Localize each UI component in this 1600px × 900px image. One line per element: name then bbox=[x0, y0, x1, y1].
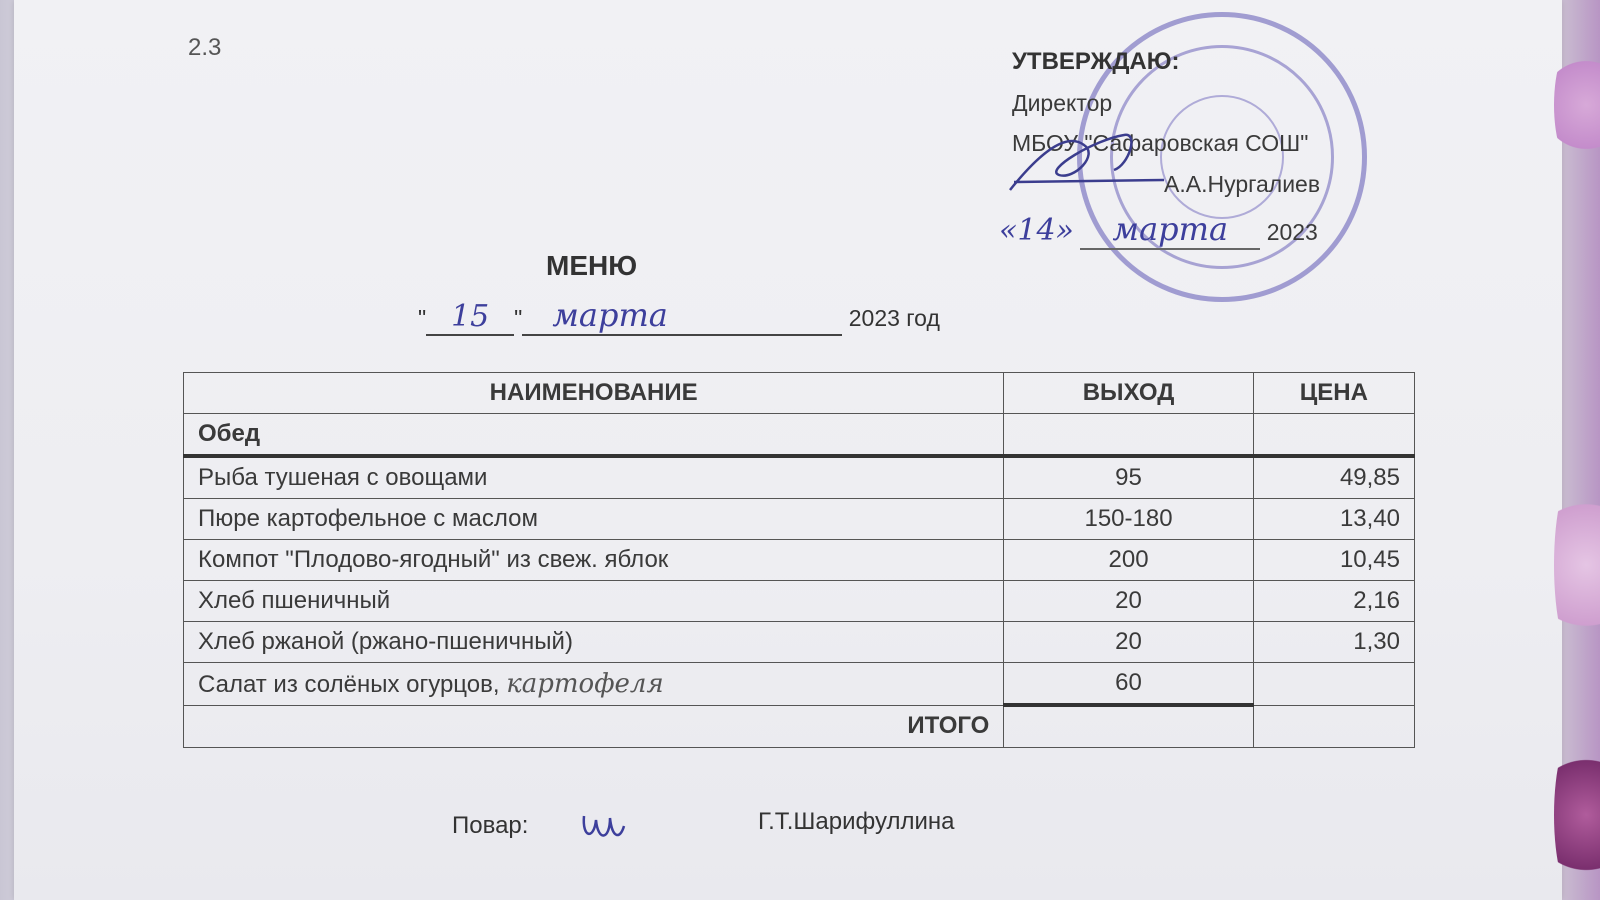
table-row bbox=[184, 622, 1415, 663]
dish-output: 20 bbox=[1004, 581, 1253, 622]
dish-output: 200 bbox=[1004, 540, 1253, 581]
approval-month: марта bbox=[1080, 210, 1260, 250]
section-label: Обед bbox=[184, 414, 1004, 457]
approval-year: 2023 bbox=[1266, 219, 1318, 245]
approval-name: А.А.Нургалиев bbox=[1164, 171, 1321, 197]
table-row bbox=[184, 499, 1415, 540]
approval-date: «14» марта 2023 bbox=[999, 210, 1318, 248]
cook-label: Повар: bbox=[452, 812, 529, 839]
dish-name: Пюре картофельное с маслом bbox=[184, 499, 1004, 540]
dish-output: 150-180 bbox=[1004, 499, 1253, 540]
total-output bbox=[1004, 705, 1253, 748]
header-price: ЦЕНА bbox=[1253, 373, 1414, 414]
director-signature bbox=[1004, 120, 1174, 200]
background-flower bbox=[1554, 40, 1600, 170]
table-row bbox=[184, 456, 1415, 499]
dish-price bbox=[1253, 663, 1414, 706]
header-output: ВЫХОД bbox=[1004, 373, 1253, 414]
approval-position: Директор bbox=[1012, 90, 1113, 116]
background-flower bbox=[1554, 470, 1600, 660]
menu-table bbox=[183, 372, 1415, 748]
approval-title: УТВЕРЖДАЮ: bbox=[1012, 48, 1180, 75]
table-row bbox=[184, 540, 1415, 581]
dish-price: 1,30 bbox=[1253, 622, 1414, 663]
table-row bbox=[184, 663, 1415, 706]
document-number: 2.3 bbox=[188, 34, 222, 61]
menu-date-day: 15 bbox=[426, 299, 514, 336]
menu-date-month: марта bbox=[522, 296, 842, 336]
background-flower bbox=[1554, 730, 1600, 900]
dish-output: 20 bbox=[1004, 622, 1253, 663]
cook-signature bbox=[580, 808, 630, 848]
dish-name: Хлеб ржаной (ржано-пшеничный) bbox=[184, 622, 1004, 663]
approval-day: 14 bbox=[1017, 213, 1056, 248]
table-header-row bbox=[184, 373, 1415, 414]
table-row bbox=[184, 581, 1415, 622]
dish-price: 10,45 bbox=[1253, 540, 1414, 581]
menu-title: МЕНЮ bbox=[546, 250, 638, 281]
total-row bbox=[184, 705, 1415, 748]
document-page bbox=[14, 0, 1562, 900]
approval-organization: МБОУ "Сафаровская СОШ" bbox=[1012, 130, 1309, 156]
dish-name: Хлеб пшеничный bbox=[184, 581, 1004, 622]
section-row bbox=[184, 414, 1415, 457]
dish-name: Рыба тушеная с овощами bbox=[184, 456, 1004, 499]
dish-price: 49,85 bbox=[1253, 456, 1414, 499]
menu-date: " 15 " марта 2023 год bbox=[418, 296, 940, 334]
total-price bbox=[1253, 705, 1414, 748]
dish-output: 95 bbox=[1004, 456, 1253, 499]
dish-output: 60 bbox=[1004, 663, 1253, 706]
dish-name-cell bbox=[184, 663, 1004, 706]
dish-name: Компот "Плодово-ягодный" из свеж. яблок bbox=[184, 540, 1004, 581]
menu-date-year: 2023 год bbox=[848, 305, 940, 331]
dish-name: Салат из солёных огурцов, bbox=[198, 670, 500, 698]
cook-name: Г.Т.Шарифуллина bbox=[758, 808, 955, 835]
total-label: ИТОГО bbox=[184, 705, 1004, 748]
dish-name-handwritten: картофеля bbox=[506, 668, 664, 699]
dish-price: 13,40 bbox=[1253, 499, 1414, 540]
header-name: НАИМЕНОВАНИЕ bbox=[184, 373, 1004, 414]
dish-price: 2,16 bbox=[1253, 581, 1414, 622]
